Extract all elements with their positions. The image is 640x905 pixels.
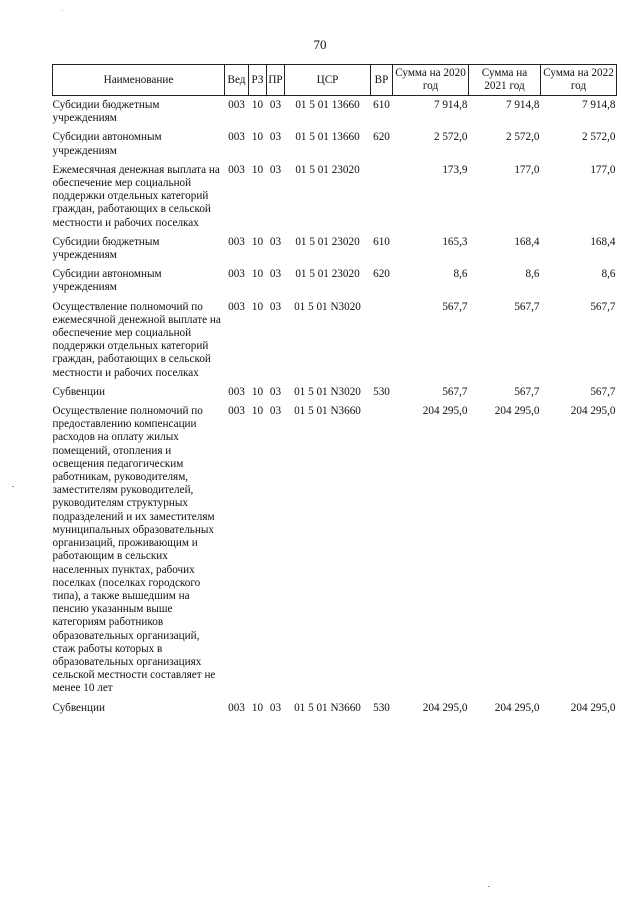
budget-table [52,64,617,715]
header-ved: Вед [225,65,249,96]
row-ved: 003 [228,99,245,111]
header-vr: ВР [371,65,393,96]
row-vr: 530 [373,385,390,398]
row-sum-2020: 567,7 [442,385,468,398]
table-row [53,696,617,715]
row-sum-2021: 204 295,0 [494,701,540,714]
row-vr: 610 [373,235,390,248]
row-pr: 03 [269,300,282,313]
row-pr: 03 [269,385,282,398]
row-sum-2021: 567,7 [514,300,540,313]
table-row [53,230,617,262]
table-row [53,125,617,157]
row-rz: 10 [251,385,264,398]
row-rz: 10 [251,405,264,418]
row-ved: 003 [228,701,245,714]
row-sum-2021: 567,7 [514,385,540,398]
row-csr: 01 5 01 23020 [295,268,360,281]
row-pr: 03 [269,99,282,111]
header-sum-2021: Сумма на 2021 год [469,65,541,96]
header-csr: ЦСР [285,65,371,96]
row-name: Субсидии бюджетным учреждениям [52,99,160,125]
row-rz: 10 [251,99,264,111]
table-row [53,158,617,230]
row-csr: 01 5 01 N3660 [294,701,361,714]
scan-speck [62,10,63,11]
row-pr: 03 [269,131,282,144]
row-name: Осуществление полномочий по ежемесячной денежной выплате на обеспечение мер социальной поддержки отдельных категорий граждан, работающих в сельской местности и рабочих поселках [52,300,221,379]
row-sum-2021: 7 914,8 [505,99,540,111]
header-rz: РЗ [249,65,267,96]
row-vr: 620 [373,131,390,144]
row-ved: 003 [228,131,245,144]
row-ved: 003 [228,300,245,313]
row-ved: 003 [228,235,245,248]
row-sum-2022: 168,4 [590,235,616,248]
header-sum-2022: Сумма на 2022 год [541,65,617,96]
row-ved: 003 [228,268,245,281]
header-sum-2020: Сумма на 2020 год [393,65,469,96]
row-sum-2021: 8,6 [525,268,540,281]
row-rz: 10 [251,701,264,714]
header-pr: ПР [267,65,285,96]
row-name: Осуществление полномочий по предоставлению компенсации расходов на оплату жилых помещений, отопления и освещения педагогическим работникам, руководителям, заместителям руководителей, руководителям структурных подразделений и их заместителям муниципальных образовательных организаций, проживающим и работающим в сельских населенных пунктах, рабочих поселках (поселках городского типа), а также вышедшим на пенсию указанным выше категориям работников образовательных организаций, стаж работы которых в образовательных организациях сельской местности составляет не менее 10 лет [52,405,216,695]
row-csr: 01 5 01 N3660 [294,405,361,418]
row-name: Субсидии бюджетным учреждениям [52,235,160,262]
row-sum-2021: 168,4 [514,235,540,248]
row-csr: 01 5 01 13660 [295,99,360,111]
row-sum-2020: 165,3 [442,235,468,248]
row-sum-2020: 204 295,0 [422,405,468,418]
row-sum-2020: 567,7 [442,300,468,313]
row-sum-2021: 2 572,0 [505,131,540,144]
page-number: 70 [313,37,327,52]
row-sum-2020: 204 295,0 [422,701,468,714]
row-vr [371,295,393,380]
row-pr: 03 [269,163,282,176]
table-header-row [53,65,617,96]
header-name: Наименование [53,65,225,96]
row-ved: 003 [228,385,245,398]
row-rz: 10 [251,268,264,281]
row-sum-2022: 8,6 [601,268,616,281]
row-sum-2022: 204 295,0 [570,405,616,418]
row-sum-2022: 204 295,0 [570,701,616,714]
row-sum-2022: 177,0 [590,163,616,176]
row-rz: 10 [251,131,264,144]
row-vr: 620 [373,268,390,281]
row-name: Ежемесячная денежная выплата на обеспечение мер социальной поддержки отдельных категорий граждан, работающих в сельской местности и рабочих поселках [52,163,220,229]
row-vr [371,399,393,695]
scan-speck [488,886,490,887]
row-ved: 003 [228,163,245,176]
row-pr: 03 [269,405,282,418]
row-sum-2020: 173,9 [442,163,468,176]
row-pr: 03 [269,268,282,281]
row-name: Субсидии автономным учреждениям [52,131,162,157]
row-name: Субсидии автономным учреждениям [52,268,162,294]
row-sum-2020: 8,6 [453,268,468,281]
scan-speck [12,486,14,487]
table-row [53,96,617,126]
row-pr: 03 [269,235,282,248]
row-csr: 01 5 01 N3020 [294,385,361,398]
row-csr: 01 5 01 23020 [295,163,360,176]
row-ved: 003 [228,405,245,418]
row-sum-2020: 2 572,0 [433,131,468,144]
row-csr: 01 5 01 N3020 [294,300,361,313]
row-sum-2021: 204 295,0 [494,405,540,418]
row-name: Субвенции [52,385,105,398]
row-vr: 530 [373,701,390,714]
row-sum-2022: 7 914,8 [581,99,616,111]
row-rz: 10 [251,235,264,248]
row-rz: 10 [251,163,264,176]
row-vr: 610 [373,99,390,111]
row-sum-2020: 7 914,8 [433,99,468,111]
row-sum-2022: 2 572,0 [581,131,616,144]
row-vr [371,158,393,230]
table-row [53,380,617,399]
row-csr: 01 5 01 13660 [295,131,360,144]
row-sum-2021: 177,0 [514,163,540,176]
row-sum-2022: 567,7 [590,300,616,313]
row-sum-2022: 567,7 [590,385,616,398]
row-name: Субвенции [52,701,105,714]
row-csr: 01 5 01 23020 [295,235,360,248]
row-rz: 10 [251,300,264,313]
table-row [53,262,617,294]
row-pr: 03 [269,701,282,714]
table-row [53,295,617,380]
table-row [53,399,617,695]
